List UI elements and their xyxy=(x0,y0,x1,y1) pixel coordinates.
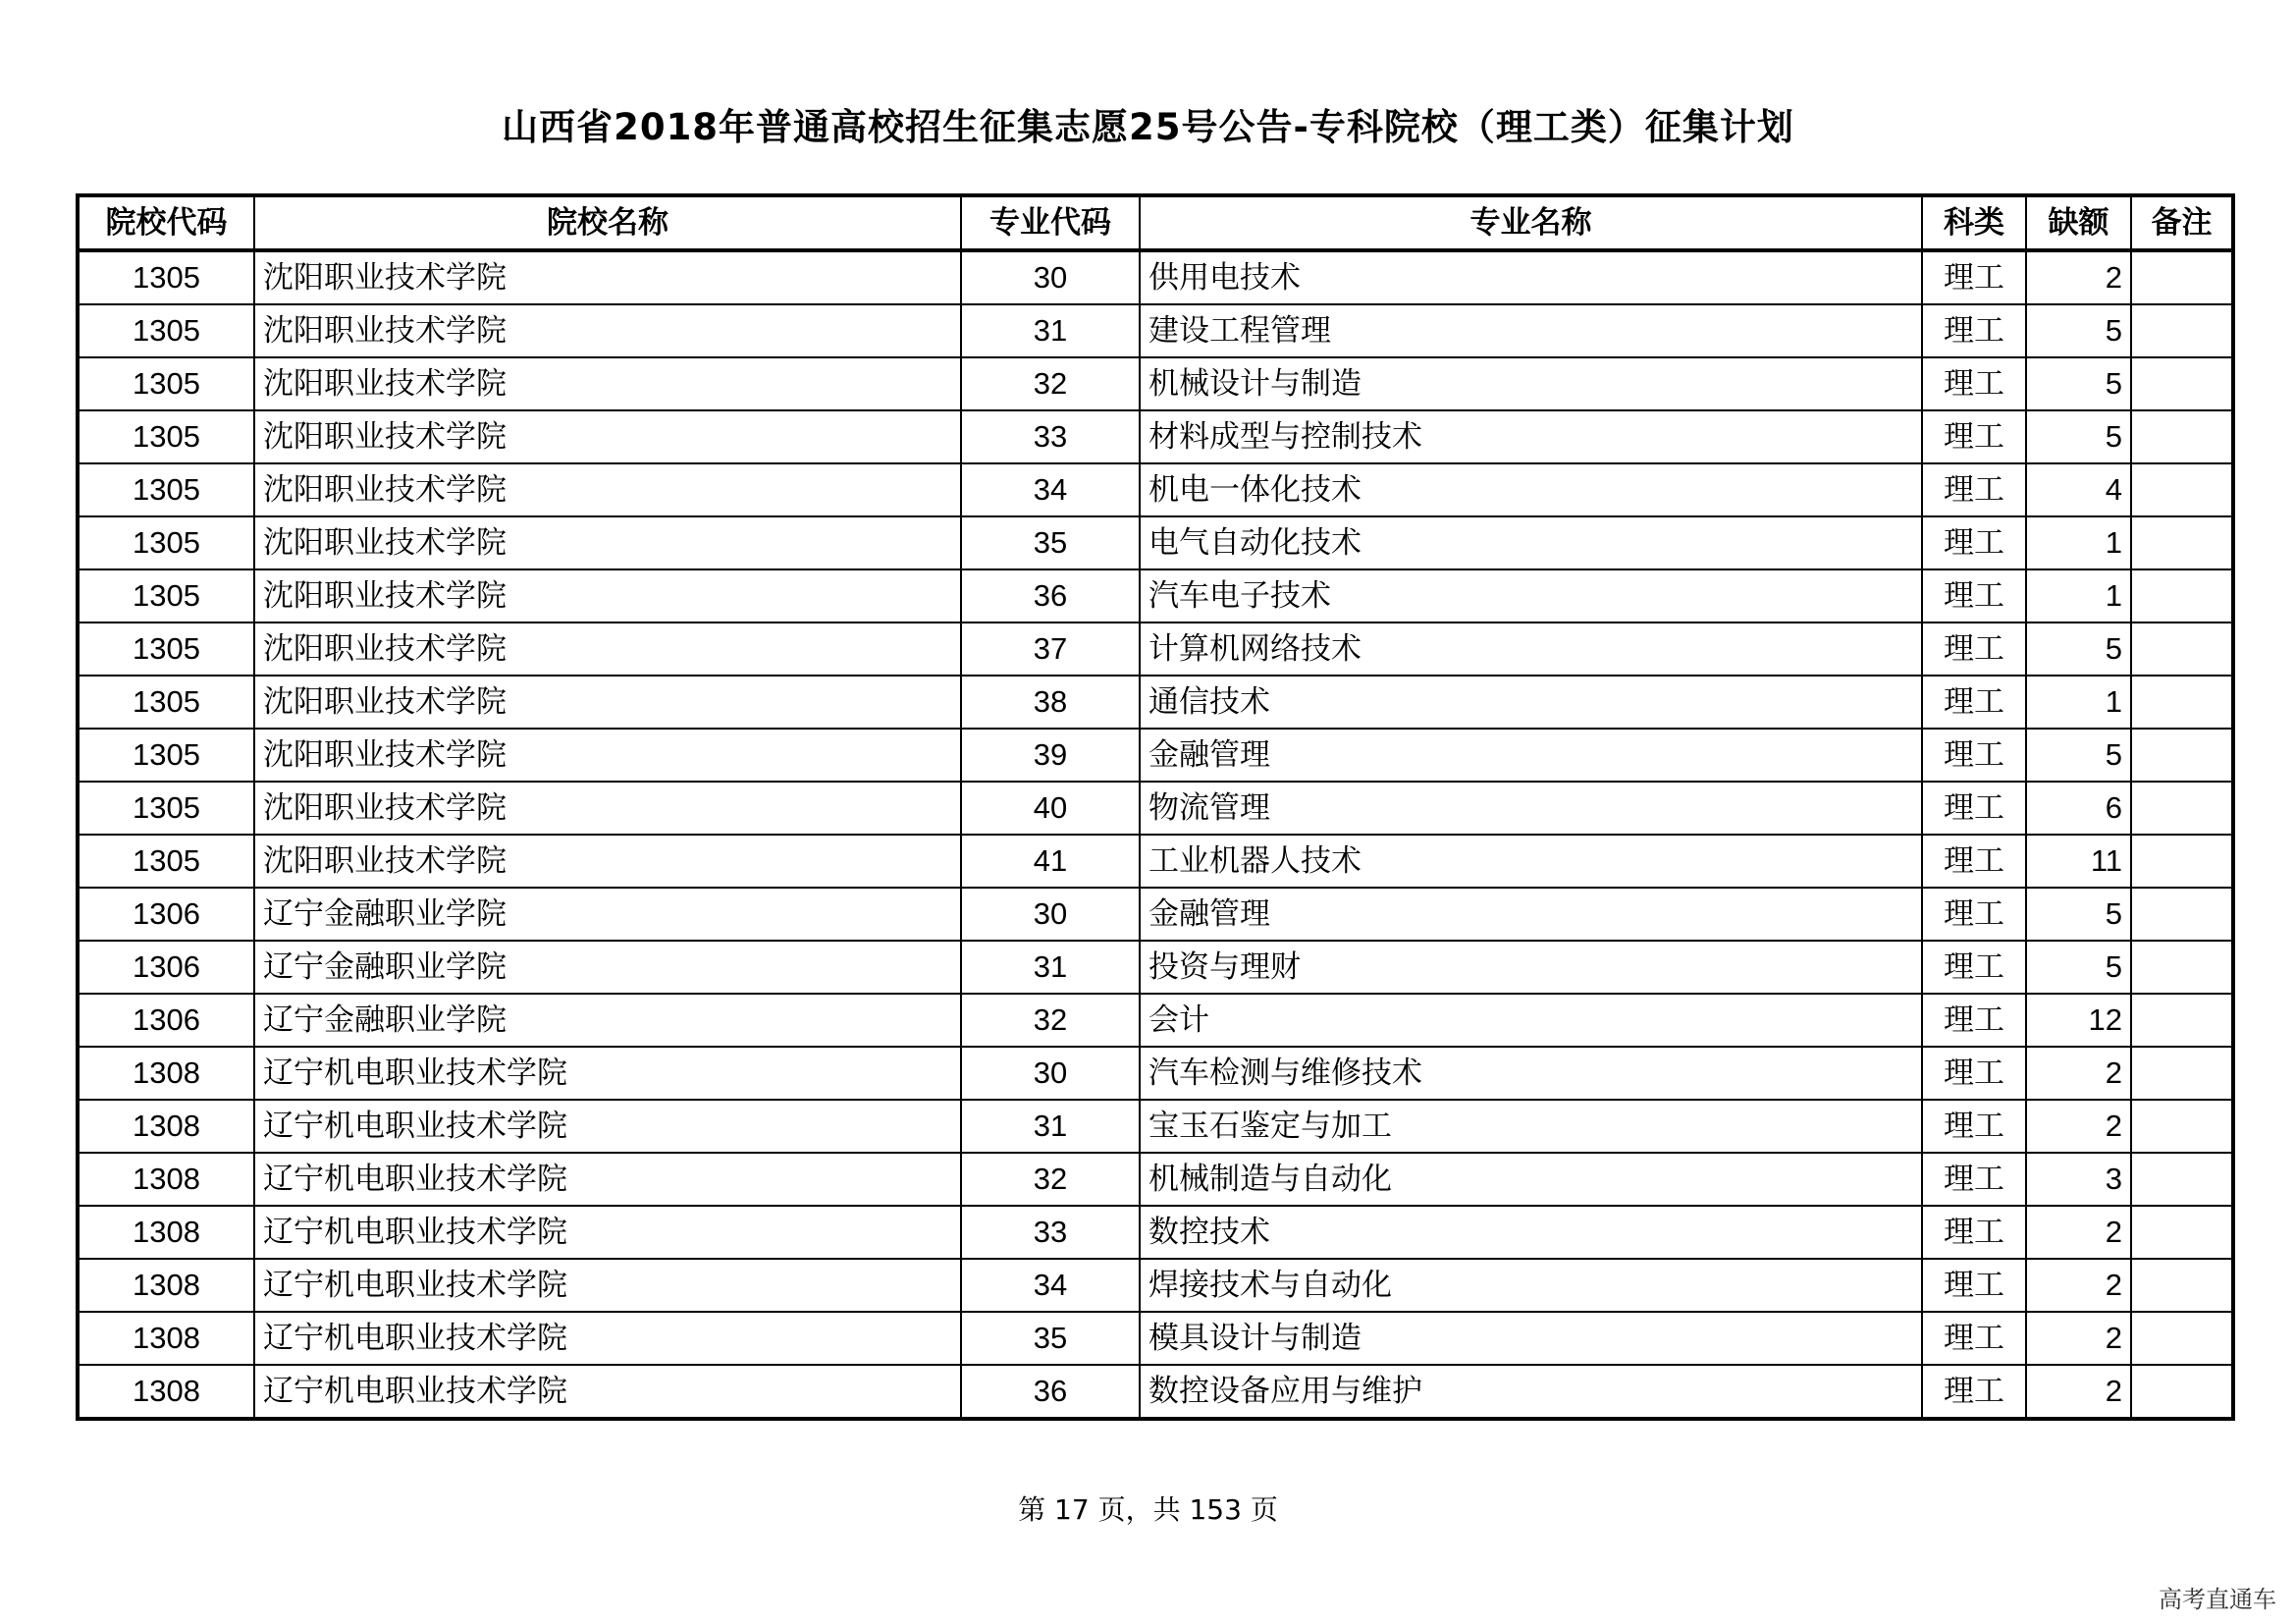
school-code-cell: 1305 xyxy=(78,357,254,410)
vacancies-cell: 5 xyxy=(2026,304,2131,357)
school-name-cell: 沈阳职业技术学院 xyxy=(254,410,961,463)
table-row xyxy=(78,676,2233,729)
table-row xyxy=(78,569,2233,623)
category-cell: 理工 xyxy=(1922,1047,2026,1100)
note-cell xyxy=(2131,516,2233,569)
major-name-cell: 机电一体化技术 xyxy=(1140,463,1922,516)
vacancies-cell: 2 xyxy=(2026,1259,2131,1312)
note-cell xyxy=(2131,782,2233,835)
major-code-cell: 30 xyxy=(961,888,1140,941)
major-name-cell: 材料成型与控制技术 xyxy=(1140,410,1922,463)
major-name-cell: 供用电技术 xyxy=(1140,250,1922,304)
school-code-cell: 1305 xyxy=(78,410,254,463)
note-cell xyxy=(2131,569,2233,623)
category-cell: 理工 xyxy=(1922,1100,2026,1153)
column-header-vacancies: 缺额 xyxy=(2026,195,2131,250)
major-name-cell: 金融管理 xyxy=(1140,888,1922,941)
vacancies-cell: 11 xyxy=(2026,835,2131,888)
watermark-text: 高考直通车 xyxy=(2159,1586,2276,1613)
category-cell: 理工 xyxy=(1922,1153,2026,1206)
school-code-cell: 1308 xyxy=(78,1259,254,1312)
school-name-cell: 沈阳职业技术学院 xyxy=(254,623,961,676)
school-name-cell: 辽宁机电职业技术学院 xyxy=(254,1153,961,1206)
major-code-cell: 30 xyxy=(961,250,1140,304)
school-code-cell: 1305 xyxy=(78,623,254,676)
school-name-cell: 辽宁机电职业技术学院 xyxy=(254,1206,961,1259)
major-code-cell: 32 xyxy=(961,1153,1140,1206)
category-cell: 理工 xyxy=(1922,994,2026,1047)
vacancies-cell: 2 xyxy=(2026,1100,2131,1153)
table-row xyxy=(78,410,2233,463)
column-header-note: 备注 xyxy=(2131,195,2233,250)
school-name-cell: 辽宁机电职业技术学院 xyxy=(254,1312,961,1365)
major-code-cell: 40 xyxy=(961,782,1140,835)
school-code-cell: 1305 xyxy=(78,835,254,888)
school-code-cell: 1308 xyxy=(78,1100,254,1153)
category-cell: 理工 xyxy=(1922,1206,2026,1259)
vacancies-cell: 2 xyxy=(2026,250,2131,304)
note-cell xyxy=(2131,357,2233,410)
note-cell xyxy=(2131,1100,2233,1153)
school-code-cell: 1305 xyxy=(78,304,254,357)
major-code-cell: 31 xyxy=(961,304,1140,357)
school-code-cell: 1308 xyxy=(78,1206,254,1259)
major-code-cell: 32 xyxy=(961,357,1140,410)
school-code-cell: 1306 xyxy=(78,994,254,1047)
school-code-cell: 1305 xyxy=(78,729,254,782)
category-cell: 理工 xyxy=(1922,676,2026,729)
major-name-cell: 焊接技术与自动化 xyxy=(1140,1259,1922,1312)
school-name-cell: 沈阳职业技术学院 xyxy=(254,304,961,357)
note-cell xyxy=(2131,1047,2233,1100)
school-code-cell: 1305 xyxy=(78,569,254,623)
school-code-cell: 1308 xyxy=(78,1312,254,1365)
school-code-cell: 1306 xyxy=(78,941,254,994)
major-name-cell: 机械制造与自动化 xyxy=(1140,1153,1922,1206)
note-cell xyxy=(2131,835,2233,888)
table-header-row xyxy=(78,195,2233,250)
vacancies-cell: 1 xyxy=(2026,676,2131,729)
table-row xyxy=(78,1100,2233,1153)
major-name-cell: 会计 xyxy=(1140,994,1922,1047)
note-cell xyxy=(2131,1153,2233,1206)
school-name-cell: 沈阳职业技术学院 xyxy=(254,569,961,623)
school-name-cell: 辽宁机电职业技术学院 xyxy=(254,1365,961,1419)
school-name-cell: 辽宁金融职业学院 xyxy=(254,994,961,1047)
table-row xyxy=(78,888,2233,941)
table-row xyxy=(78,250,2233,304)
table-row xyxy=(78,463,2233,516)
table-row xyxy=(78,835,2233,888)
note-cell xyxy=(2131,250,2233,304)
major-code-cell: 34 xyxy=(961,463,1140,516)
major-code-cell: 36 xyxy=(961,1365,1140,1419)
vacancies-cell: 4 xyxy=(2026,463,2131,516)
category-cell: 理工 xyxy=(1922,835,2026,888)
vacancies-cell: 12 xyxy=(2026,994,2131,1047)
table-row xyxy=(78,994,2233,1047)
column-header-major-name: 专业名称 xyxy=(1140,195,1922,250)
school-code-cell: 1305 xyxy=(78,250,254,304)
major-name-cell: 宝玉石鉴定与加工 xyxy=(1140,1100,1922,1153)
major-name-cell: 数控设备应用与维护 xyxy=(1140,1365,1922,1419)
school-name-cell: 沈阳职业技术学院 xyxy=(254,729,961,782)
table-row xyxy=(78,1047,2233,1100)
school-name-cell: 辽宁机电职业技术学院 xyxy=(254,1259,961,1312)
school-code-cell: 1308 xyxy=(78,1153,254,1206)
note-cell xyxy=(2131,729,2233,782)
category-cell: 理工 xyxy=(1922,888,2026,941)
note-cell xyxy=(2131,994,2233,1047)
major-name-cell: 投资与理财 xyxy=(1140,941,1922,994)
major-name-cell: 物流管理 xyxy=(1140,782,1922,835)
major-code-cell: 33 xyxy=(961,410,1140,463)
table-row xyxy=(78,1153,2233,1206)
school-name-cell: 辽宁金融职业学院 xyxy=(254,941,961,994)
category-cell: 理工 xyxy=(1922,1365,2026,1419)
vacancies-cell: 3 xyxy=(2026,1153,2131,1206)
school-name-cell: 辽宁机电职业技术学院 xyxy=(254,1100,961,1153)
major-name-cell: 汽车电子技术 xyxy=(1140,569,1922,623)
note-cell xyxy=(2131,410,2233,463)
major-code-cell: 37 xyxy=(961,623,1140,676)
note-cell xyxy=(2131,676,2233,729)
vacancies-cell: 2 xyxy=(2026,1047,2131,1100)
table-row xyxy=(78,1365,2233,1419)
note-cell xyxy=(2131,1259,2233,1312)
vacancies-cell: 5 xyxy=(2026,941,2131,994)
note-cell xyxy=(2131,463,2233,516)
school-code-cell: 1308 xyxy=(78,1047,254,1100)
major-code-cell: 35 xyxy=(961,516,1140,569)
note-cell xyxy=(2131,304,2233,357)
school-name-cell: 辽宁机电职业技术学院 xyxy=(254,1047,961,1100)
category-cell: 理工 xyxy=(1922,1259,2026,1312)
table-row xyxy=(78,516,2233,569)
vacancies-cell: 5 xyxy=(2026,623,2131,676)
major-name-cell: 模具设计与制造 xyxy=(1140,1312,1922,1365)
table-row xyxy=(78,1206,2233,1259)
category-cell: 理工 xyxy=(1922,782,2026,835)
column-header-school-code: 院校代码 xyxy=(78,195,254,250)
major-name-cell: 建设工程管理 xyxy=(1140,304,1922,357)
vacancies-cell: 5 xyxy=(2026,888,2131,941)
category-cell: 理工 xyxy=(1922,516,2026,569)
major-code-cell: 32 xyxy=(961,994,1140,1047)
table-row xyxy=(78,623,2233,676)
school-name-cell: 辽宁金融职业学院 xyxy=(254,888,961,941)
note-cell xyxy=(2131,1365,2233,1419)
school-name-cell: 沈阳职业技术学院 xyxy=(254,676,961,729)
school-name-cell: 沈阳职业技术学院 xyxy=(254,835,961,888)
school-code-cell: 1305 xyxy=(78,676,254,729)
school-code-cell: 1305 xyxy=(78,463,254,516)
vacancies-cell: 6 xyxy=(2026,782,2131,835)
vacancies-cell: 5 xyxy=(2026,357,2131,410)
vacancies-cell: 1 xyxy=(2026,516,2131,569)
page-title: 山西省2018年普通高校招生征集志愿25号公告-专科院校（理工类）征集计划 xyxy=(502,106,1794,148)
category-cell: 理工 xyxy=(1922,463,2026,516)
enrollment-plan-table xyxy=(76,193,2235,1421)
note-cell xyxy=(2131,941,2233,994)
major-name-cell: 汽车检测与维修技术 xyxy=(1140,1047,1922,1100)
category-cell: 理工 xyxy=(1922,941,2026,994)
column-header-school-name: 院校名称 xyxy=(254,195,961,250)
category-cell: 理工 xyxy=(1922,623,2026,676)
major-code-cell: 34 xyxy=(961,1259,1140,1312)
major-name-cell: 金融管理 xyxy=(1140,729,1922,782)
column-header-major-code: 专业代码 xyxy=(961,195,1140,250)
table-row xyxy=(78,1259,2233,1312)
category-cell: 理工 xyxy=(1922,357,2026,410)
major-name-cell: 工业机器人技术 xyxy=(1140,835,1922,888)
major-code-cell: 41 xyxy=(961,835,1140,888)
category-cell: 理工 xyxy=(1922,410,2026,463)
note-cell xyxy=(2131,1312,2233,1365)
major-code-cell: 33 xyxy=(961,1206,1140,1259)
category-cell: 理工 xyxy=(1922,250,2026,304)
vacancies-cell: 2 xyxy=(2026,1312,2131,1365)
table-row xyxy=(78,941,2233,994)
school-code-cell: 1306 xyxy=(78,888,254,941)
major-code-cell: 30 xyxy=(961,1047,1140,1100)
category-cell: 理工 xyxy=(1922,1312,2026,1365)
major-name-cell: 机械设计与制造 xyxy=(1140,357,1922,410)
major-code-cell: 31 xyxy=(961,941,1140,994)
table-row xyxy=(78,1312,2233,1365)
table-row xyxy=(78,304,2233,357)
note-cell xyxy=(2131,888,2233,941)
major-name-cell: 通信技术 xyxy=(1140,676,1922,729)
school-name-cell: 沈阳职业技术学院 xyxy=(254,516,961,569)
school-name-cell: 沈阳职业技术学院 xyxy=(254,782,961,835)
major-code-cell: 36 xyxy=(961,569,1140,623)
table-row xyxy=(78,729,2233,782)
table-row xyxy=(78,357,2233,410)
note-cell xyxy=(2131,623,2233,676)
vacancies-cell: 1 xyxy=(2026,569,2131,623)
table-body xyxy=(78,250,2233,1419)
major-name-cell: 电气自动化技术 xyxy=(1140,516,1922,569)
category-cell: 理工 xyxy=(1922,304,2026,357)
vacancies-cell: 5 xyxy=(2026,729,2131,782)
school-code-cell: 1305 xyxy=(78,516,254,569)
table-row xyxy=(78,782,2233,835)
major-code-cell: 31 xyxy=(961,1100,1140,1153)
major-code-cell: 38 xyxy=(961,676,1140,729)
page-number-footer: 第 17 页，共 153 页 xyxy=(1018,1493,1278,1526)
vacancies-cell: 5 xyxy=(2026,410,2131,463)
school-name-cell: 沈阳职业技术学院 xyxy=(254,463,961,516)
category-cell: 理工 xyxy=(1922,729,2026,782)
school-name-cell: 沈阳职业技术学院 xyxy=(254,357,961,410)
vacancies-cell: 2 xyxy=(2026,1365,2131,1419)
school-code-cell: 1305 xyxy=(78,782,254,835)
note-cell xyxy=(2131,1206,2233,1259)
category-cell: 理工 xyxy=(1922,569,2026,623)
major-code-cell: 39 xyxy=(961,729,1140,782)
column-header-category: 科类 xyxy=(1922,195,2026,250)
major-code-cell: 35 xyxy=(961,1312,1140,1365)
school-code-cell: 1308 xyxy=(78,1365,254,1419)
school-name-cell: 沈阳职业技术学院 xyxy=(254,250,961,304)
vacancies-cell: 2 xyxy=(2026,1206,2131,1259)
major-name-cell: 计算机网络技术 xyxy=(1140,623,1922,676)
major-name-cell: 数控技术 xyxy=(1140,1206,1922,1259)
